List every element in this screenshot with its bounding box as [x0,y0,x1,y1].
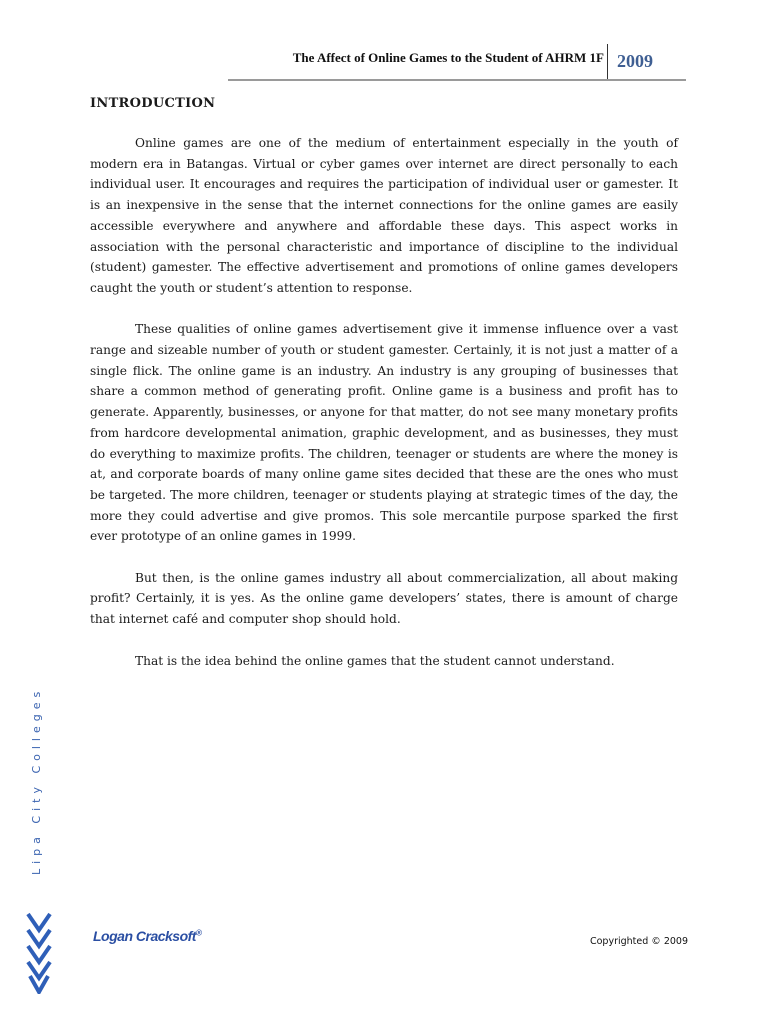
header-year: 2009 [617,51,653,71]
copyright-text: Copyrighted © 2009 [589,936,688,947]
body-text [90,133,678,692]
sidebar-college-name [30,686,50,875]
paragraph-3: But then, is the online games industry all about commercialization, all about making profit? Certainly, it is yes. As the online game developers’ states, there is amount of charge that internet café and computer shop should hold. [90,570,678,627]
header-divider [607,44,608,80]
header-title: The Affect of Online Games to the Student of AHRM 1F [292,50,604,65]
paragraph-2: These qualities of online games advertisement give it immense influence over a vast range and sizeable number of youth or student gamester. Certainly, it is not just a matter of a single flick. The online game is an industry. An industry is any grouping of businesses that share a common method of generating profit. Online game is a business and profit has to generate. Apparently, businesses, or anyone for that matter, do not see many monetary profits from hardcore developmental animation, graphic development, and as businesses, they must do everything to maximize profits. The children, teenager or students are where the money is at, and corporate boards of many online game sites decided that these are the ones who must be targeted. The more children, teenager or students playing at strategic times of the day, the more they could advertise and give promos. This sole mercantile purpose sparked the first ever prototype of an online games in 1999. [90,322,678,544]
paragraph-1: Online games are one of the medium of entertainment especially in the youth of modern era in Batangas. Virtual or cyber games over internet are direct personally to each individual user. It encourages and requires the participation of individual user or gamester. It is an inexpensive in the sense that the internet connections for the online games are easily accessible everywhere and anywhere and affordable these days. This aspect works in association with the personal characteristic and importance of discipline to the individual (student) gamester. The effective advertisement and promotions of online games developers caught the youth or student’s attention to response. [90,136,678,295]
company-logo [93,928,201,944]
logo-registered-mark: ® [195,928,202,938]
section-title: INTRODUCTION [90,96,216,111]
logo-text: Logan Cracksoft [93,928,196,944]
sidebar-college-label: Lipa City Colleges [30,686,43,875]
chevron-logo-icon [26,912,52,994]
paragraph-4: That is the idea behind the online games that the student cannot understand. [135,653,615,668]
header-rule [228,79,686,81]
